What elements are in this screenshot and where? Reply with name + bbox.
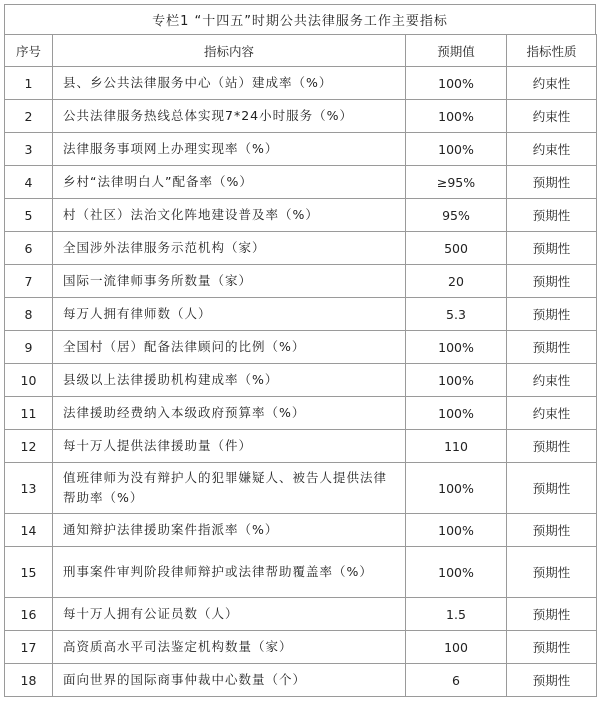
row-number: 14 xyxy=(5,514,53,547)
row-number: 13 xyxy=(5,463,53,514)
row-nature: 约束性 xyxy=(507,397,597,430)
row-value: 1.5 xyxy=(406,598,507,631)
row-number: 5 xyxy=(5,199,53,232)
row-number: 9 xyxy=(5,331,53,364)
row-value: 100% xyxy=(406,514,507,547)
row-content: 乡村“法律明白人”配备率（%） xyxy=(53,166,406,199)
table-row xyxy=(5,664,597,697)
row-content: 法律援助经费纳入本级政府预算率（%） xyxy=(53,397,406,430)
row-content: 县、乡公共法律服务中心（站）建成率（%） xyxy=(53,67,406,100)
row-value: 5.3 xyxy=(406,298,507,331)
row-content: 每万人拥有律师数（人） xyxy=(53,298,406,331)
indicator-table-panel xyxy=(4,4,596,697)
row-nature: 预期性 xyxy=(507,166,597,199)
table-row xyxy=(5,397,597,430)
row-value: 500 xyxy=(406,232,507,265)
row-value: 100% xyxy=(406,331,507,364)
header-value: 预期值 xyxy=(406,35,507,67)
row-number: 11 xyxy=(5,397,53,430)
row-content: 国际一流律师事务所数量（家） xyxy=(53,265,406,298)
row-number: 8 xyxy=(5,298,53,331)
row-content: 每十万人提供法律援助量（件） xyxy=(53,430,406,463)
row-nature: 预期性 xyxy=(507,547,597,598)
row-number: 3 xyxy=(5,133,53,166)
row-nature: 预期性 xyxy=(507,232,597,265)
row-nature: 预期性 xyxy=(507,664,597,697)
row-value: 100% xyxy=(406,547,507,598)
table-row xyxy=(5,547,597,598)
table-row xyxy=(5,514,597,547)
row-number: 10 xyxy=(5,364,53,397)
row-nature: 约束性 xyxy=(507,364,597,397)
row-number: 17 xyxy=(5,631,53,664)
row-content: 高资质高水平司法鉴定机构数量（家） xyxy=(53,631,406,664)
table-row xyxy=(5,430,597,463)
row-number: 12 xyxy=(5,430,53,463)
table-row xyxy=(5,166,597,199)
row-number: 16 xyxy=(5,598,53,631)
row-value: 100% xyxy=(406,397,507,430)
row-value: 100% xyxy=(406,100,507,133)
row-content: 公共法律服务热线总体实现7*24小时服务（%） xyxy=(53,100,406,133)
row-value: 100 xyxy=(406,631,507,664)
row-nature: 预期性 xyxy=(507,199,597,232)
row-value: 6 xyxy=(406,664,507,697)
table-row xyxy=(5,331,597,364)
row-value: 100% xyxy=(406,67,507,100)
row-nature: 预期性 xyxy=(507,298,597,331)
row-nature: 预期性 xyxy=(507,331,597,364)
table-row xyxy=(5,199,597,232)
table-row xyxy=(5,133,597,166)
table-row xyxy=(5,364,597,397)
row-nature: 预期性 xyxy=(507,265,597,298)
row-number: 4 xyxy=(5,166,53,199)
row-nature: 预期性 xyxy=(507,463,597,514)
row-nature: 预期性 xyxy=(507,631,597,664)
header-nature: 指标性质 xyxy=(507,35,597,67)
row-value: ≥95% xyxy=(406,166,507,199)
row-content: 全国涉外法律服务示范机构（家） xyxy=(53,232,406,265)
row-content: 县级以上法律援助机构建成率（%） xyxy=(53,364,406,397)
row-nature: 约束性 xyxy=(507,133,597,166)
row-number: 1 xyxy=(5,67,53,100)
row-value: 100% xyxy=(406,364,507,397)
row-content: 刑事案件审判阶段律师辩护或法律帮助覆盖率（%） xyxy=(53,547,406,598)
indicator-table xyxy=(4,34,597,697)
row-content: 通知辩护法律援助案件指派率（%） xyxy=(53,514,406,547)
row-value: 100% xyxy=(406,133,507,166)
row-value: 110 xyxy=(406,430,507,463)
row-nature: 预期性 xyxy=(507,514,597,547)
row-content: 每十万人拥有公证员数（人） xyxy=(53,598,406,631)
row-nature: 预期性 xyxy=(507,598,597,631)
table-row xyxy=(5,298,597,331)
row-value: 95% xyxy=(406,199,507,232)
row-content: 村（社区）法治文化阵地建设普及率（%） xyxy=(53,199,406,232)
table-row xyxy=(5,100,597,133)
table-row xyxy=(5,232,597,265)
row-number: 15 xyxy=(5,547,53,598)
table-row xyxy=(5,631,597,664)
row-content: 法律服务事项网上办理实现率（%） xyxy=(53,133,406,166)
header-content: 指标内容 xyxy=(53,35,406,67)
table-row xyxy=(5,67,597,100)
row-number: 6 xyxy=(5,232,53,265)
row-nature: 约束性 xyxy=(507,100,597,133)
row-content: 值班律师为没有辩护人的犯罪嫌疑人、被告人提供法律帮助率（%） xyxy=(53,463,406,514)
row-number: 7 xyxy=(5,265,53,298)
row-number: 2 xyxy=(5,100,53,133)
row-content: 面向世界的国际商事仲裁中心数量（个） xyxy=(53,664,406,697)
row-content: 全国村（居）配备法律顾问的比例（%） xyxy=(53,331,406,364)
row-nature: 约束性 xyxy=(507,67,597,100)
table-caption: 专栏1 “十四五”时期公共法律服务工作主要指标 xyxy=(4,4,596,34)
row-nature: 预期性 xyxy=(507,430,597,463)
table-row xyxy=(5,598,597,631)
table-row xyxy=(5,463,597,514)
header-seq: 序号 xyxy=(5,35,53,67)
table-row xyxy=(5,265,597,298)
row-number: 18 xyxy=(5,664,53,697)
row-value: 100% xyxy=(406,463,507,514)
row-value: 20 xyxy=(406,265,507,298)
header-row xyxy=(5,35,597,67)
